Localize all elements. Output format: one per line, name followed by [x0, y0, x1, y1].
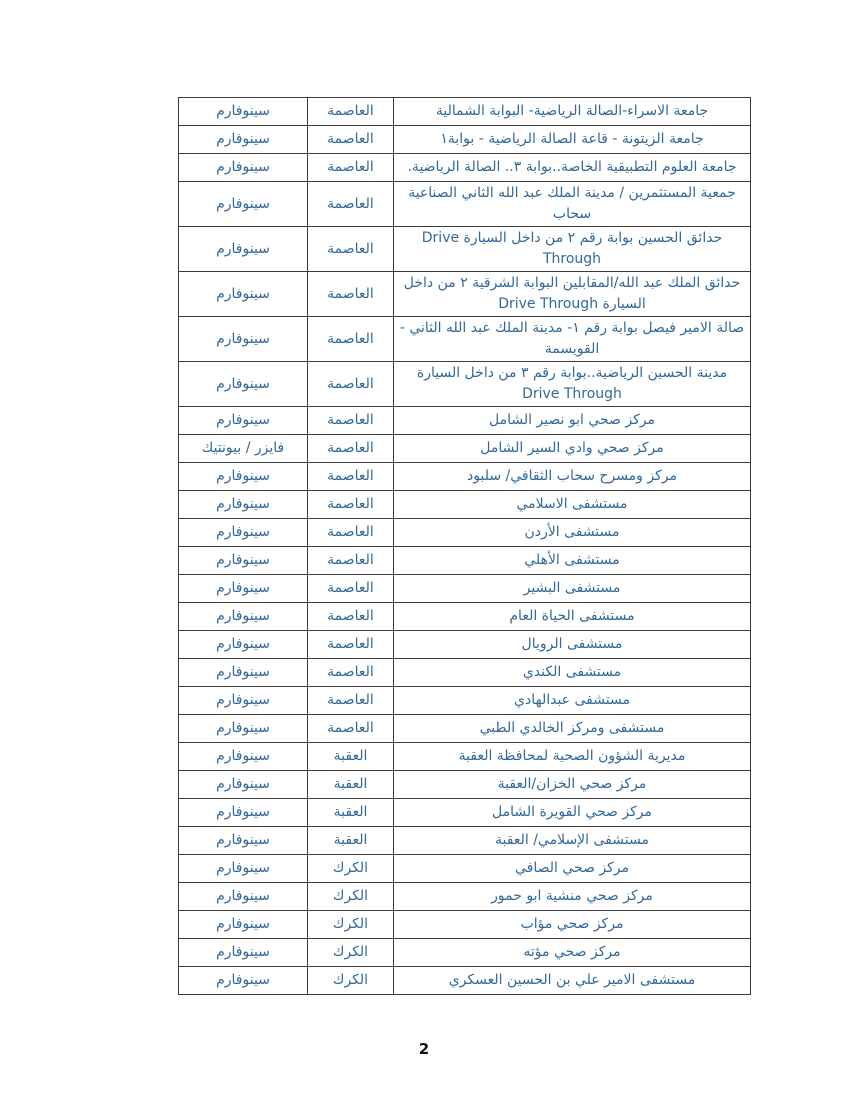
cell-location: مستشفى الامير علي بن الحسين العسكري [394, 967, 751, 995]
cell-governorate: العاصمة [308, 631, 394, 659]
cell-location: حدائق الملك عبد الله/المقابلين البوابة الشرقية ٢ من داخل السيارة Drive Through [394, 272, 751, 317]
cell-governorate: العاصمة [308, 362, 394, 407]
cell-governorate: العاصمة [308, 154, 394, 182]
table-row [179, 519, 751, 547]
cell-vaccine: سينوفارم [179, 631, 308, 659]
cell-vaccine: سينوفارم [179, 603, 308, 631]
table-row [179, 631, 751, 659]
cell-location: مدينة الحسين الرياضية..بوابة رقم ٣ من داخل السيارة Drive Through [394, 362, 751, 407]
cell-location: جامعة الاسراء-الصالة الرياضية- البوابة الشمالية [394, 98, 751, 126]
cell-location: مركز صحي ابو نصير الشامل [394, 407, 751, 435]
cell-governorate: العاصمة [308, 98, 394, 126]
cell-vaccine: سينوفارم [179, 463, 308, 491]
cell-vaccine: فايزر / بيونتيك [179, 435, 308, 463]
cell-governorate: العاصمة [308, 603, 394, 631]
cell-vaccine: سينوفارم [179, 98, 308, 126]
cell-location: مستشفى ومركز الخالدي الطبي [394, 715, 751, 743]
cell-governorate: العاصمة [308, 519, 394, 547]
cell-vaccine: سينوفارم [179, 967, 308, 995]
table-row [179, 154, 751, 182]
cell-vaccine: سينوفارم [179, 547, 308, 575]
cell-governorate: العاصمة [308, 435, 394, 463]
cell-location: مستشفى البشير [394, 575, 751, 603]
cell-location: جامعة العلوم التطبيقية الخاصة..بوابة ٣.. الصالة الرياضية. [394, 154, 751, 182]
table-row [179, 855, 751, 883]
cell-location: مركز صحي مؤاب [394, 911, 751, 939]
table-row [179, 603, 751, 631]
cell-vaccine: سينوفارم [179, 491, 308, 519]
table-row [179, 547, 751, 575]
vaccination-sites-table [178, 97, 751, 995]
cell-governorate: العاصمة [308, 227, 394, 272]
table-row [179, 715, 751, 743]
cell-vaccine: سينوفارم [179, 659, 308, 687]
table-row [179, 771, 751, 799]
cell-location: مستشفى الأهلي [394, 547, 751, 575]
cell-location: جمعية المستثمرين / مدينة الملك عبد الله الثاني الصناعية سحاب [394, 182, 751, 227]
cell-governorate: العاصمة [308, 182, 394, 227]
cell-location: مركز صحي مؤته [394, 939, 751, 967]
cell-vaccine: سينوفارم [179, 743, 308, 771]
cell-governorate: العاصمة [308, 491, 394, 519]
cell-vaccine: سينوفارم [179, 154, 308, 182]
cell-governorate: العاصمة [308, 659, 394, 687]
cell-governorate: العاصمة [308, 575, 394, 603]
cell-vaccine: سينوفارم [179, 827, 308, 855]
cell-location: حدائق الحسين بوابة رقم ٢ من داخل السيارة Drive Through [394, 227, 751, 272]
cell-vaccine: سينوفارم [179, 182, 308, 227]
table-row [179, 883, 751, 911]
table-row [179, 939, 751, 967]
cell-location: مركز صحي منشية ابو حمور [394, 883, 751, 911]
cell-governorate: الكرك [308, 855, 394, 883]
cell-vaccine: سينوفارم [179, 227, 308, 272]
table-body [179, 98, 751, 995]
table-row [179, 272, 751, 317]
cell-vaccine: سينوفارم [179, 855, 308, 883]
table-row [179, 317, 751, 362]
cell-location: صالة الامير فيصل بوابة رقم ١- مدينة الملك عبد الله الثاني - القويسمة [394, 317, 751, 362]
cell-vaccine: سينوفارم [179, 362, 308, 407]
cell-location: جامعة الزيتونة - قاعة الصالة الرياضية - بوابة١ [394, 126, 751, 154]
page-number: 2 [418, 1040, 430, 1058]
cell-location: مستشفى عبدالهادي [394, 687, 751, 715]
cell-governorate: العاصمة [308, 687, 394, 715]
cell-vaccine: سينوفارم [179, 799, 308, 827]
cell-governorate: العاصمة [308, 547, 394, 575]
cell-location: مستشفى الإسلامي/ العقبة [394, 827, 751, 855]
cell-location: مستشفى الرويال [394, 631, 751, 659]
cell-location: مستشفى الحياة العام [394, 603, 751, 631]
cell-governorate: العقبة [308, 743, 394, 771]
cell-governorate: العاصمة [308, 272, 394, 317]
table-row [179, 659, 751, 687]
cell-location: مستشفى الاسلامي [394, 491, 751, 519]
cell-governorate: العقبة [308, 799, 394, 827]
cell-location: مركز صحي الخزان/العقبة [394, 771, 751, 799]
cell-governorate: العقبة [308, 771, 394, 799]
cell-vaccine: سينوفارم [179, 687, 308, 715]
cell-location: مستشفى الأردن [394, 519, 751, 547]
cell-governorate: العاصمة [308, 126, 394, 154]
table-row [179, 827, 751, 855]
cell-vaccine: سينوفارم [179, 883, 308, 911]
cell-vaccine: سينوفارم [179, 407, 308, 435]
cell-governorate: العاصمة [308, 317, 394, 362]
cell-vaccine: سينوفارم [179, 272, 308, 317]
cell-governorate: الكرك [308, 967, 394, 995]
cell-governorate: العاصمة [308, 715, 394, 743]
table-row [179, 435, 751, 463]
cell-vaccine: سينوفارم [179, 126, 308, 154]
table-row [179, 407, 751, 435]
cell-location: مركز صحي الصافي [394, 855, 751, 883]
cell-governorate: العقبة [308, 827, 394, 855]
cell-governorate: الكرك [308, 911, 394, 939]
table-row [179, 911, 751, 939]
table-row [179, 362, 751, 407]
table-row [179, 743, 751, 771]
table-row [179, 575, 751, 603]
table-row [179, 967, 751, 995]
table-row [179, 491, 751, 519]
table-row [179, 227, 751, 272]
cell-governorate: الكرك [308, 883, 394, 911]
cell-vaccine: سينوفارم [179, 715, 308, 743]
cell-location: مديرية الشؤون الصحية لمحافظة العقبة [394, 743, 751, 771]
cell-governorate: الكرك [308, 939, 394, 967]
table-row [179, 799, 751, 827]
cell-location: مركز ومسرح سحاب الثقافي/ سلبود [394, 463, 751, 491]
cell-governorate: العاصمة [308, 407, 394, 435]
cell-vaccine: سينوفارم [179, 911, 308, 939]
cell-governorate: العاصمة [308, 463, 394, 491]
cell-vaccine: سينوفارم [179, 939, 308, 967]
cell-location: مركز صحي القويرة الشامل [394, 799, 751, 827]
cell-vaccine: سينوفارم [179, 317, 308, 362]
cell-vaccine: سينوفارم [179, 519, 308, 547]
table-row [179, 126, 751, 154]
cell-location: مستشفى الكندي [394, 659, 751, 687]
cell-location: مركز صحي وادي السير الشامل [394, 435, 751, 463]
cell-vaccine: سينوفارم [179, 771, 308, 799]
table-row [179, 463, 751, 491]
cell-vaccine: سينوفارم [179, 575, 308, 603]
table-row [179, 687, 751, 715]
table-row [179, 98, 751, 126]
table-row [179, 182, 751, 227]
